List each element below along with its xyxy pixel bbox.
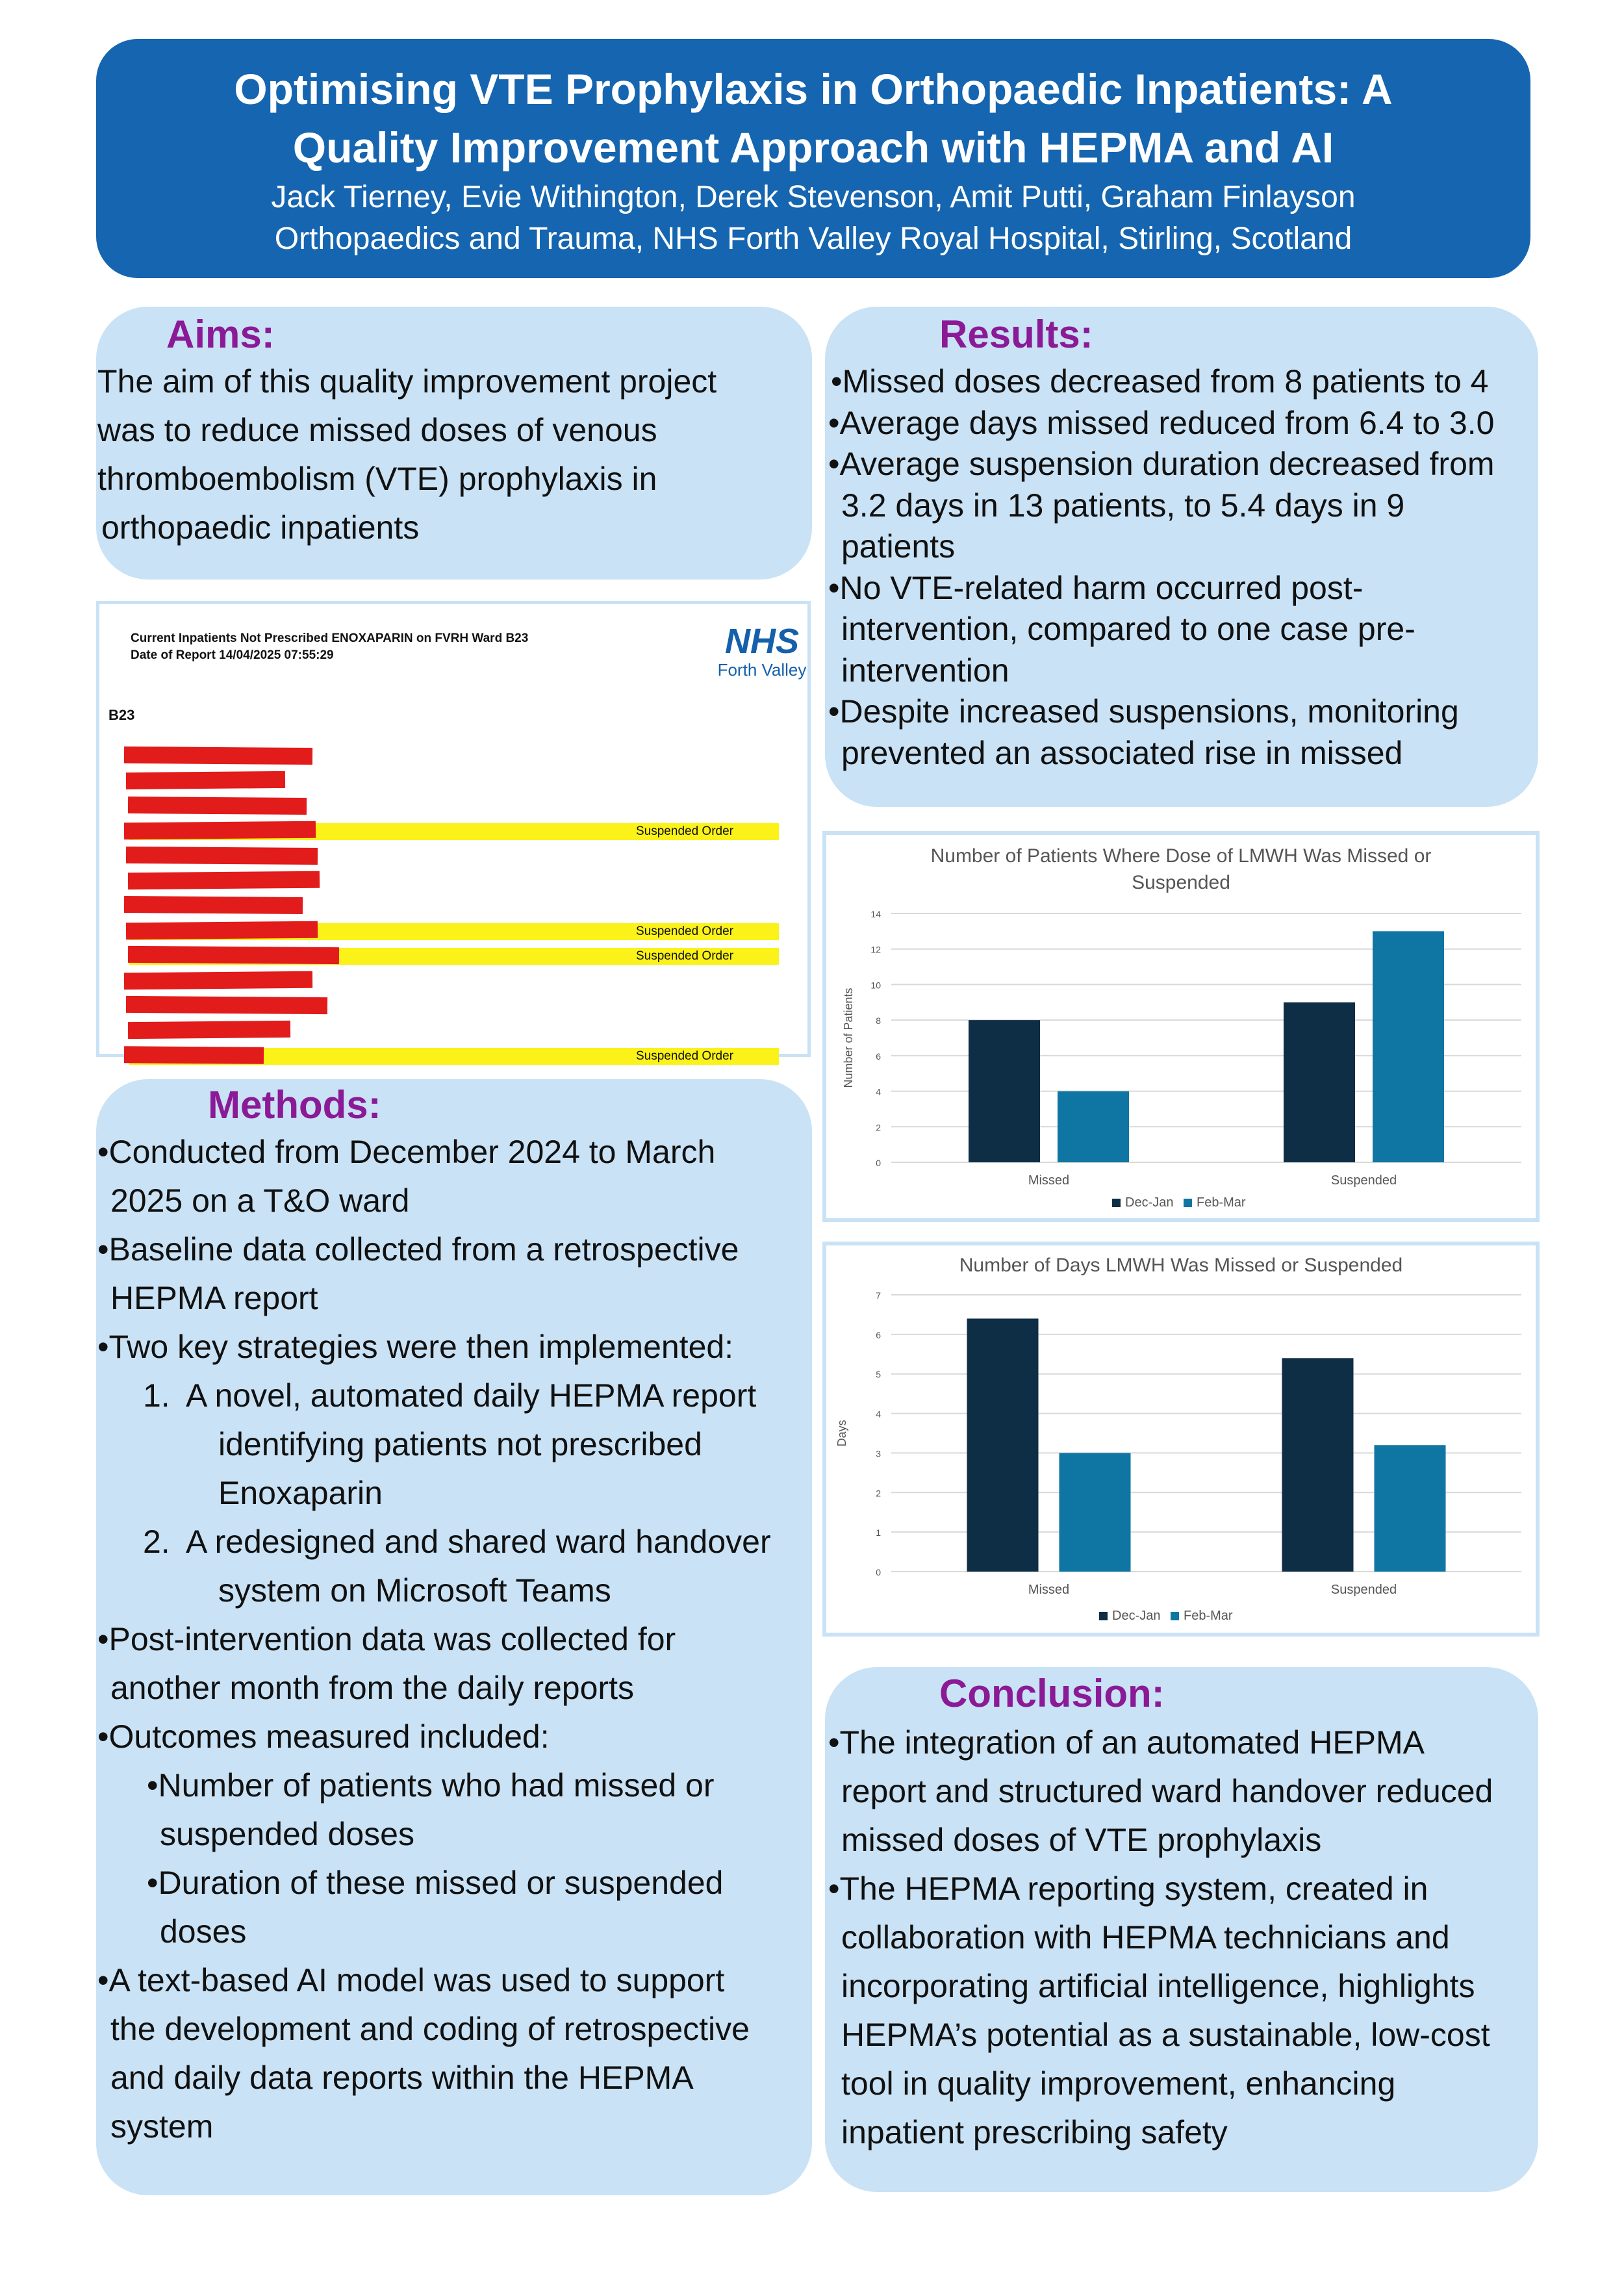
conclusion-title: Conclusion: [939, 1672, 1165, 1715]
x-tick-label: Missed [1028, 1583, 1070, 1597]
results-title: Results: [939, 313, 1093, 356]
suspended-order-label: Suspended Order [636, 1049, 733, 1063]
y-tick-label: 2 [876, 1488, 881, 1499]
results-line: •Despite increased suspensions, monitoring [828, 693, 1459, 730]
report-ward: B23 [108, 707, 135, 723]
y-axis-label: Number of Patients [842, 988, 855, 1088]
y-tick-label: 0 [876, 1158, 881, 1168]
results-line: intervention, compared to one case pre- [841, 611, 1415, 647]
bar-Dec-Jan-Suspended [1284, 1002, 1355, 1162]
title-banner [96, 39, 1530, 278]
redacted-patient-name [128, 1021, 290, 1039]
y-tick-label: 3 [876, 1448, 881, 1459]
redacted-patient-name [126, 996, 327, 1014]
conclusion-line: tool in quality improvement, enhancing [841, 2065, 1396, 2102]
aims-line: thromboembolism (VTE) prophylaxis in [97, 461, 657, 497]
conclusion-line: •The integration of an automated HEPMA [828, 1724, 1425, 1761]
affiliation: Orthopaedics and Trauma, NHS Forth Valley Royal Hospital, Stirling, Scotland [274, 222, 1352, 256]
conclusion-line: inpatient prescribing safety [841, 2114, 1228, 2150]
results-line: prevented an associated rise in missed [841, 734, 1403, 771]
aims-line: The aim of this quality improvement project [97, 363, 717, 400]
hepma-report-image [96, 601, 811, 1063]
conclusion-line: HEPMA’s potential as a sustainable, low-cost [841, 2017, 1490, 2053]
redacted-patient-name [126, 921, 318, 940]
conclusion-line: missed doses of VTE prophylaxis [841, 1822, 1322, 1858]
report-heading: Current Inpatients Not Prescribed ENOXAPARIN on FVRH Ward B23 [131, 631, 529, 645]
legend-swatch [1099, 1612, 1108, 1620]
results-text [828, 361, 1495, 774]
chart-patients [826, 835, 1536, 1218]
poster-title-line-2: Quality Improvement Approach with HEPMA and AI [292, 123, 1334, 172]
legend-label: Feb-Mar [1197, 1195, 1246, 1210]
bar-Feb-Mar-Suspended [1373, 931, 1444, 1162]
legend-label: Dec-Jan [1112, 1609, 1161, 1623]
report-date: Date of Report 14/04/2025 07:55:29 [131, 648, 334, 662]
legend-swatch [1184, 1199, 1192, 1207]
x-tick-label: Missed [1028, 1173, 1070, 1188]
chart-patients-box [822, 831, 1540, 1222]
methods-numbered-item [97, 1371, 771, 1518]
methods-line: •Outcomes measured included: [97, 1718, 550, 1755]
legend-swatch [1171, 1612, 1179, 1620]
methods-line: •Duration of these missed or suspended [147, 1865, 724, 1901]
redacted-patient-name [128, 946, 339, 964]
redacted-patient-name [124, 746, 312, 765]
results-line: •Average suspension duration decreased from [828, 446, 1495, 482]
methods-line: A redesigned and shared ward handover [186, 1524, 771, 1560]
methods-line: doses [160, 1913, 247, 1950]
redacted-patient-name [124, 1046, 264, 1064]
methods-line: •Baseline data collected from a retrospective [97, 1231, 739, 1268]
methods-line: and daily data reports within the HEPMA [110, 2060, 694, 2096]
methods-line: suspended doses [160, 1816, 414, 1852]
y-tick-label: 8 [876, 1015, 881, 1027]
results-line: 3.2 days in 13 patients, to 5.4 days in 9 [841, 487, 1405, 524]
methods-numbered-item [97, 1518, 771, 1615]
methods-number: 1. [143, 1377, 170, 1414]
bar-Dec-Jan-Missed [967, 1319, 1039, 1572]
nhs-logo [717, 622, 807, 680]
methods-line: system on Microsoft Teams [218, 1572, 611, 1609]
aims-line: was to reduce missed doses of venous [97, 412, 657, 448]
methods-line: system [110, 2108, 214, 2145]
bar-Dec-Jan-Missed [969, 1020, 1040, 1162]
methods-text [97, 1128, 771, 2151]
x-tick-label: Suspended [1330, 1583, 1397, 1597]
aims-line: orthopaedic inpatients [101, 509, 420, 546]
conclusion-line: incorporating artificial intelligence, highlights [841, 1968, 1475, 2004]
y-tick-label: 2 [876, 1122, 881, 1133]
results-line: •No VTE-related harm occurred post- [828, 569, 1364, 606]
chart-title: Number of Patients Where Dose of LMWH Was Missed or [930, 845, 1432, 867]
bar-Feb-Mar-Missed [1058, 1091, 1129, 1162]
conclusion-line: collaboration with HEPMA technicians and [841, 1919, 1450, 1956]
chart-title: Number of Days LMWH Was Missed or Suspended [959, 1255, 1403, 1276]
y-tick-label: 0 [876, 1567, 881, 1577]
aims-title: Aims: [166, 313, 275, 356]
redacted-patient-name [126, 847, 318, 865]
conclusion-line: report and structured ward handover reduced [841, 1773, 1493, 1809]
methods-line: HEPMA report [110, 1280, 318, 1316]
redacted-patient-name [128, 871, 320, 890]
authors: Jack Tierney, Evie Withington, Derek Stevenson, Amit Putti, Graham Finlayson [271, 180, 1356, 214]
legend-label: Dec-Jan [1125, 1195, 1174, 1210]
methods-line: •Conducted from December 2024 to March [97, 1134, 716, 1170]
bar-Feb-Mar-Suspended [1375, 1445, 1446, 1572]
redacted-patient-name [124, 896, 303, 914]
y-axis-label: Days [835, 1420, 848, 1447]
redacted-patient-name [124, 821, 316, 840]
chart-days [826, 1245, 1536, 1633]
suspended-order-label: Suspended Order [636, 924, 733, 938]
methods-line: •Post-intervention data was collected for [97, 1621, 676, 1657]
poster-title-line-1: Optimising VTE Prophylaxis in Orthopaedic Inpatients: A [234, 65, 1393, 113]
x-tick-label: Suspended [1330, 1173, 1397, 1188]
aims-text [97, 357, 717, 552]
nhs-logo-subtitle: Forth Valley [717, 660, 807, 680]
methods-line: •Number of patients who had missed or [147, 1767, 715, 1804]
redacted-patient-name [126, 771, 285, 789]
redacted-patient-name [128, 797, 307, 815]
y-tick-label: 6 [876, 1051, 881, 1062]
methods-line: Enoxaparin [218, 1475, 383, 1511]
chart-days-box [822, 1242, 1540, 1637]
conclusion-text [828, 1718, 1493, 2157]
methods-line: identifying patients not prescribed [218, 1426, 702, 1462]
nhs-logo-mark: NHS [724, 622, 799, 661]
y-tick-label: 4 [876, 1086, 881, 1097]
conclusion-line: •The HEPMA reporting system, created in [828, 1870, 1428, 1907]
results-line: intervention [841, 652, 1009, 689]
y-tick-label: 1 [876, 1527, 881, 1538]
methods-number: 2. [143, 1524, 170, 1560]
suspended-order-label: Suspended Order [636, 949, 733, 963]
y-tick-label: 10 [870, 980, 881, 991]
methods-line: 2025 on a T&O ward [110, 1182, 410, 1219]
y-tick-label: 6 [876, 1329, 881, 1340]
methods-line: •A text-based AI model was used to support [97, 1962, 725, 1998]
y-tick-label: 7 [876, 1290, 881, 1301]
results-line: patients [841, 528, 956, 565]
legend-label: Feb-Mar [1184, 1609, 1233, 1623]
methods-line: •Two key strategies were then implemented: [97, 1329, 734, 1365]
bar-Dec-Jan-Suspended [1282, 1358, 1354, 1572]
methods-line: the development and coding of retrospective [110, 2011, 750, 2047]
results-line: •Missed doses decreased from 8 patients to 4 [831, 363, 1489, 400]
legend-swatch [1112, 1199, 1121, 1207]
bar-Feb-Mar-Missed [1059, 1453, 1131, 1572]
y-tick-label: 4 [876, 1409, 881, 1420]
chart-title: Suspended [1132, 872, 1230, 893]
y-tick-label: 5 [876, 1369, 881, 1380]
methods-line: A novel, automated daily HEPMA report [186, 1377, 757, 1414]
methods-line: another month from the daily reports [110, 1670, 634, 1706]
methods-title: Methods: [208, 1083, 381, 1127]
y-tick-label: 14 [870, 909, 881, 919]
redacted-patient-name [124, 971, 312, 989]
suspended-order-label: Suspended Order [636, 824, 733, 839]
results-line: •Average days missed reduced from 6.4 to 3.0 [828, 404, 1495, 441]
y-tick-label: 12 [870, 944, 881, 955]
